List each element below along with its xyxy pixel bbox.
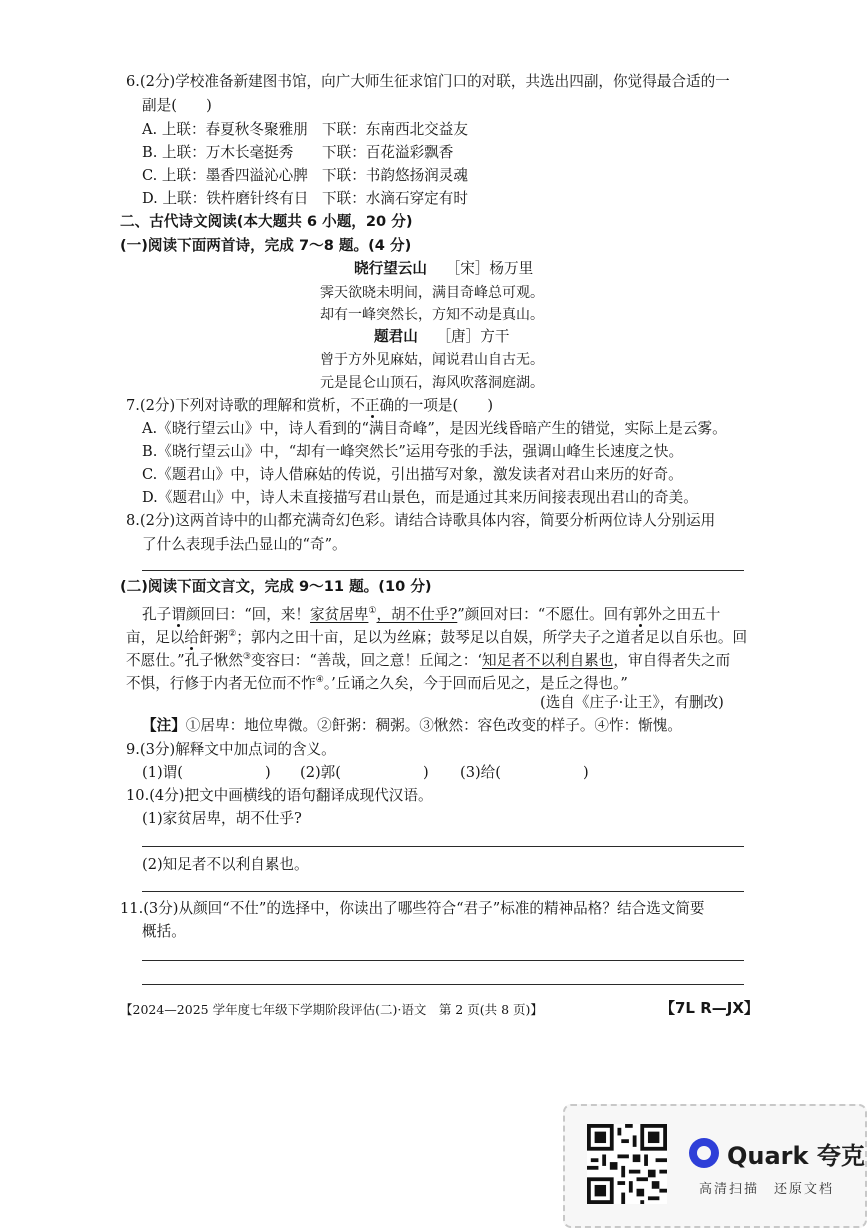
- q11-stem-line2: 概括。: [142, 923, 186, 940]
- underlined-sentence-2: 知足者不以利自累也: [482, 651, 614, 669]
- poem1-line1: 霁天欲晓未明间，满目奇峰总可观。: [320, 285, 544, 301]
- poem2-author: ［唐］方干: [436, 328, 510, 345]
- q8-stem-line1: 8.(2分)这两首诗中的山都充满奇幻色彩。请结合诗歌具体内容，简要分析两位诗人分别运用: [126, 512, 716, 529]
- paper-code: 【7L R—JX】: [660, 999, 759, 1017]
- q9-item-2[interactable]: (2)郭( ): [300, 764, 429, 781]
- q6-stem-line2: 副是( ): [142, 97, 212, 114]
- page-footer: 【2024—2025 学年度七年级下学期阶段评估(二)·语文 第 2 页(共 8 页)】: [120, 1002, 543, 1017]
- passage-line4: 不惧，行修于内者无位而不怍④。’丘诵之久矣，今于回而后见之，是丘之得也。”: [126, 674, 628, 692]
- q9-item-1[interactable]: (1)谓( ): [142, 764, 271, 781]
- section2-title: 二、古代诗文阅读(本大题共 6 小题，20 分): [120, 213, 413, 230]
- q8-answer-line[interactable]: [142, 570, 744, 571]
- quark-tagline: 高清扫描 还原文档: [699, 1182, 835, 1197]
- q11-answer-line-1[interactable]: [142, 960, 744, 961]
- q7-emphasis: 不正确: [350, 397, 395, 414]
- q11-stem-line1: 11.(3分)从颜回“不仕”的选择中，你读出了哪些符合“君子”标准的精神品格？结合选文简要: [120, 900, 705, 917]
- section2-sub2: (二)阅读下面文言文，完成 9～11 题。(10 分): [120, 578, 432, 595]
- poem1-heading: [354, 259, 533, 279]
- q10-sentence-2: (2)知足者不以利自累也。: [142, 856, 309, 873]
- q10-answer-line-2[interactable]: [142, 891, 744, 892]
- poem1-line2: 却有一峰突然长，方知不动是真山。: [320, 307, 544, 323]
- quark-brand: Quark 夸克: [727, 1142, 865, 1170]
- passage-source: (选自《庄子·让王》，有删改): [540, 694, 724, 711]
- q6-option-c-right: 下联：书韵悠扬润灵魂: [322, 167, 468, 184]
- q7-option-b: B.《晓行望云山》中，“却有一峰突然长”运用夸张的手法，强调山峰生长速度之快。: [142, 443, 684, 460]
- q9-item-3[interactable]: (3)给( ): [460, 764, 589, 781]
- annotation-note: 【注】①居卑：地位卑微。②飦粥：稠粥。③愀然：容色改变的样子。④怍：惭愧。: [142, 717, 682, 734]
- q10-sentence-1: (1)家贫居卑，胡不仕乎?: [142, 810, 302, 827]
- section2-sub1: (一)阅读下面两首诗，完成 7～8 题。(4 分): [120, 237, 412, 254]
- q9-stem: 9.(3分)解释文中加点词的含义。: [126, 741, 336, 758]
- q6-option-c: C. 上联：墨香四溢沁心脾: [142, 167, 308, 184]
- quark-watermark: [563, 1104, 867, 1228]
- q10-answer-line-1[interactable]: [142, 846, 744, 847]
- q6-option-a-right: 下联：东南西北交益友: [322, 121, 468, 138]
- passage-line2: 亩，足以给飦粥②；郭内之田十亩，足以为丝麻；鼓琴足以自娱，所学夫子之道者足以自乐也。回: [126, 628, 748, 646]
- poem2-title: 题君山: [374, 328, 418, 345]
- quark-logo-icon: [689, 1138, 719, 1168]
- q11-answer-line-2[interactable]: [142, 984, 744, 985]
- poem1-title: 晓行望云山: [354, 260, 427, 277]
- q7-stem: 7.(2分)下列对诗歌的理解和赏析，不正确的一项是( ): [126, 397, 494, 414]
- q6-option-d: D. 上联：铁杵磨针终有日: [142, 190, 309, 207]
- poem2-line1: 曾于方外见麻姑，闻说君山自古无。: [320, 352, 544, 368]
- passage-line1: 孔子谓颜回曰：“回，来！家贫居卑①，胡不仕乎?”颜回对曰：“不愿仕。回有郭外之田五十: [142, 605, 721, 623]
- q7-option-c: C.《题君山》中，诗人借麻姑的传说，引出描写对象，激发读者对君山来历的好奇。: [142, 466, 683, 483]
- dotted-word-ji: 给: [184, 628, 199, 646]
- dotted-word-wei: 谓: [171, 605, 186, 623]
- underlined-sentence-1: 家贫居卑: [310, 605, 369, 623]
- qr-code-icon: [587, 1124, 667, 1204]
- q6-stem-line1: 6.(2分)学校准备新建图书馆，向广大师生征求馆门口的对联，共选出四副，你觉得最合适的一: [126, 73, 730, 90]
- q8-stem-line2: 了什么表现手法凸显山的“奇”。: [142, 536, 347, 553]
- q10-stem: 10.(4分)把文中画横线的语句翻译成现代汉语。: [126, 787, 433, 804]
- q7-option-d: D.《题君山》中，诗人未直接描写君山景色，而是通过其来历间接表现出君山的奇美。: [142, 489, 698, 506]
- q6-option-a: A. 上联：春夏秋冬聚雅朋: [142, 121, 308, 138]
- q6-option-b: B. 上联：万木长毫挺秀: [142, 144, 294, 161]
- q6-option-b-right: 下联：百花溢彩飘香: [322, 144, 454, 161]
- dotted-word-guo: 郭: [632, 605, 648, 623]
- q7-option-a: A.《晓行望云山》中，诗人看到的“满目奇峰”，是因光线昏暗产生的错觉，实际上是云雾。: [142, 420, 727, 437]
- poem1-author: ［宋］杨万里: [445, 260, 534, 277]
- poem2-line2: 元是昆仑山顶石，海风吹落洞庭湖。: [320, 375, 544, 391]
- passage-line3: 不愿仕。”孔子愀然③变容曰：“善哉，回之意！丘闻之：‘知足者不以利自累也，审自得者失之而: [126, 651, 731, 669]
- poem2-heading: [374, 327, 509, 347]
- q6-option-d-right: 下联：水滴石穿定有时: [322, 190, 468, 207]
